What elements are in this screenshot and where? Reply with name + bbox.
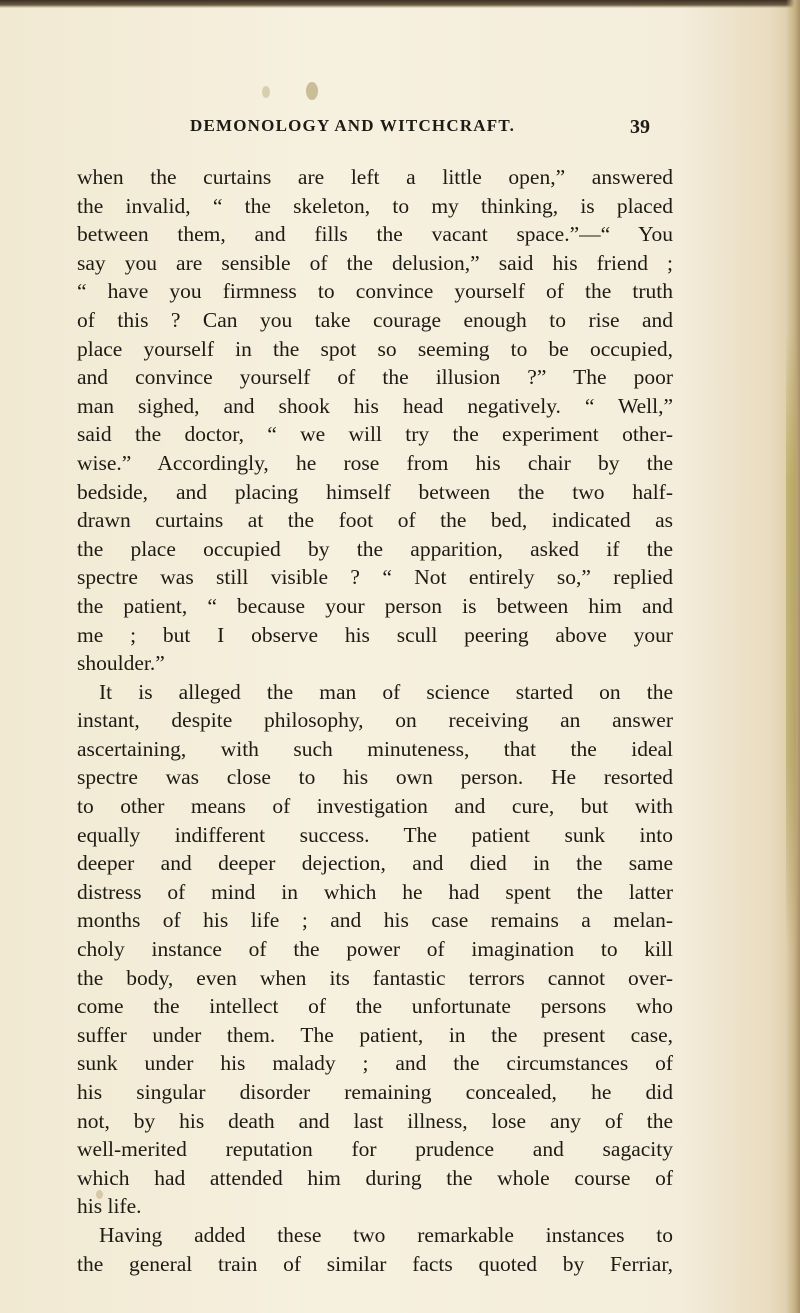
page-top-edge bbox=[0, 0, 800, 8]
text-line: well-merited reputation for prudence and sagacity bbox=[77, 1137, 673, 1162]
text-line: sunk under his malady ; and the circumstances of bbox=[77, 1051, 673, 1076]
text-line: when the curtains are left a little open,” answered bbox=[77, 165, 673, 189]
text-line: come the intellect of the unfortunate persons who bbox=[77, 994, 673, 1019]
ink-blot-mark bbox=[262, 86, 270, 98]
text-line: months of his life ; and his case remains a melan- bbox=[77, 908, 673, 933]
text-line: spectre was close to his own person. He resorted bbox=[77, 765, 673, 790]
text-line: man sighed, and shook his head negatively. “ Well,” bbox=[77, 393, 673, 418]
text-line: shoulder.” bbox=[77, 651, 165, 676]
text-line: his life. bbox=[77, 1194, 142, 1219]
text-line: choly instance of the power of imagination to kill bbox=[77, 937, 673, 962]
text-line: to other means of investigation and cure, but with bbox=[77, 794, 673, 819]
text-line: the patient, “ because your person is between him and bbox=[77, 593, 673, 618]
body-text bbox=[77, 163, 673, 1278]
page-number: 39 bbox=[630, 116, 650, 138]
text-line: the invalid, “ the skeleton, to my thinking, is placed bbox=[77, 193, 673, 218]
text-line: instant, despite philosophy, on receiving an answer bbox=[77, 708, 673, 733]
text-line: equally indifferent success. The patient sunk into bbox=[77, 822, 673, 847]
text-line: not, by his death and last illness, lose any of the bbox=[77, 1108, 673, 1133]
text-line: me ; but I observe his scull peering above your bbox=[77, 622, 673, 647]
running-header bbox=[190, 116, 670, 144]
text-line: said the doctor, “ we will try the experiment other- bbox=[77, 422, 673, 447]
text-line: deeper and deeper dejection, and died in the same bbox=[77, 851, 673, 876]
text-line: suffer under them. The patient, in the present case, bbox=[77, 1022, 673, 1047]
text-line: ascertaining, with such minuteness, that the ideal bbox=[77, 736, 673, 761]
text-line: Having added these two remarkable instances to bbox=[99, 1222, 673, 1247]
text-line: “ have you firmness to convince yourself of the truth bbox=[77, 279, 673, 304]
text-line: It is alleged the man of science started on the bbox=[99, 679, 673, 704]
ink-blot-mark bbox=[306, 82, 318, 100]
text-line: wise.” Accordingly, he rose from his chair by the bbox=[77, 450, 673, 475]
text-line: distress of mind in which he had spent the latter bbox=[77, 879, 673, 904]
text-line: and convince yourself of the illusion ?” The poor bbox=[77, 365, 673, 390]
text-line: drawn curtains at the foot of the bed, indicated as bbox=[77, 508, 673, 533]
text-line: which had attended him during the whole course of bbox=[77, 1165, 673, 1190]
text-line: the general train of similar facts quoted by Ferriar, bbox=[77, 1251, 673, 1276]
text-line: say you are sensible of the delusion,” said his friend ; bbox=[77, 250, 673, 275]
text-line: the place occupied by the apparition, asked if the bbox=[77, 536, 673, 561]
text-line: of this ? Can you take courage enough to rise and bbox=[77, 307, 673, 332]
text-line: place yourself in the spot so seeming to be occupied, bbox=[77, 336, 673, 361]
text-line: spectre was still visible ? “ Not entirely so,” replied bbox=[77, 565, 673, 590]
text-line: the body, even when its fantastic terrors cannot over- bbox=[77, 965, 673, 990]
text-line: his singular disorder remaining concealed, he did bbox=[77, 1080, 673, 1104]
running-head-title: DEMONOLOGY AND WITCHCRAFT. bbox=[190, 116, 516, 135]
text-line: bedside, and placing himself between the two half- bbox=[77, 479, 673, 504]
text-line: between them, and fills the vacant space.”—“ You bbox=[77, 222, 673, 247]
page-stain bbox=[786, 330, 796, 950]
